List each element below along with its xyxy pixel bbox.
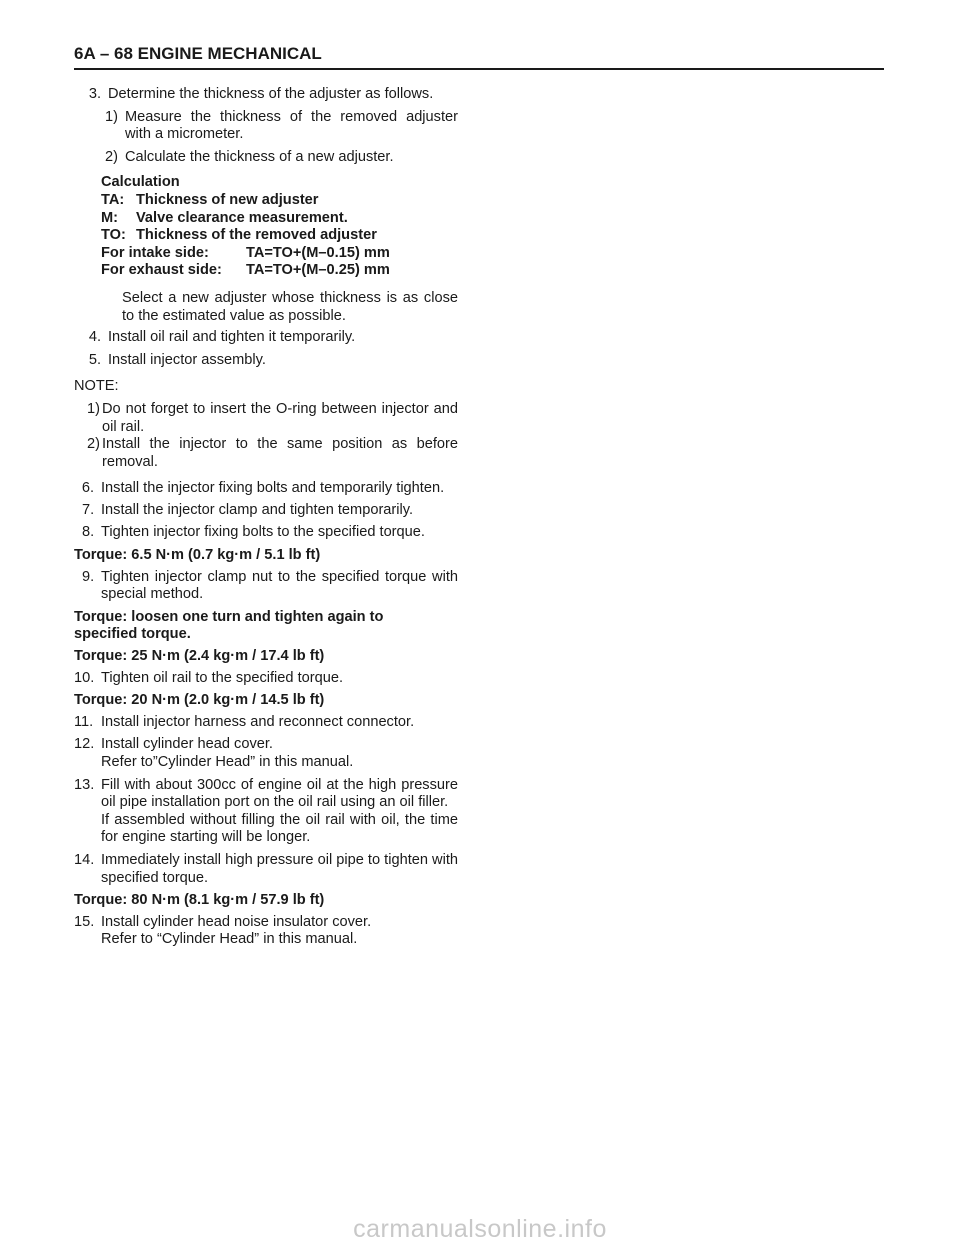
list-item-step-12: [74, 736, 458, 771]
calc-key: For exhaust side:: [101, 262, 222, 279]
note-item-1: [75, 401, 458, 436]
step-text: Install cylinder head cover.: [101, 736, 273, 753]
sub-item-number: 1): [105, 108, 118, 125]
calc-row-ta: [101, 192, 458, 210]
calc-key: For intake side:: [101, 244, 209, 261]
torque-spec: Torque: 20 N·m (2.0 kg·m / 14.5 lb ft): [74, 692, 325, 709]
calc-key: TA:: [101, 191, 125, 208]
sub-item-2: [100, 149, 458, 167]
note-item-text: Install the injector to the same position as before removal.: [102, 436, 458, 470]
step-text: Install injector assembly.: [108, 351, 266, 368]
calc-value: TA=TO+(M–0.25) mm: [246, 262, 390, 279]
calc-key: TO:: [101, 227, 126, 244]
calc-row-m: [101, 210, 458, 228]
step-text-group: [101, 777, 458, 847]
page-title: 6A – 68 ENGINE MECHANICAL: [74, 44, 322, 63]
step-reference: Refer to “Cylinder Head” in this manual.: [101, 931, 358, 948]
main-column: [74, 86, 458, 949]
calc-value: Thickness of new adjuster: [136, 191, 319, 208]
list-item-step-8: [82, 524, 458, 542]
step-text: Install the injector clamp and tighten temporarily.: [101, 501, 414, 518]
sub-item-number: 2): [105, 148, 118, 165]
torque-spec: Torque: 6.5 N·m (0.7 kg·m / 5.1 lb ft): [74, 547, 321, 564]
calc-value: Thickness of the removed adjuster: [136, 227, 377, 244]
list-item-step-11: [74, 714, 458, 732]
sub-item-text: Measure the thickness of the removed adjuster with a micrometer.: [125, 108, 458, 143]
torque-spec: Torque: loosen one turn and tighten again to specified torque.: [74, 608, 384, 643]
step-number: 10.: [74, 669, 95, 686]
list-item-step-15: [74, 914, 458, 949]
step-number: 8.: [82, 524, 95, 541]
list-item-step-3: [82, 86, 458, 104]
list-item-step-14: [74, 852, 458, 887]
step-text: Install cylinder head noise insulator cover.: [101, 913, 372, 930]
list-item-step-6: [76, 480, 458, 498]
list-item-step-4: [82, 329, 458, 347]
step-number: 12.: [74, 736, 95, 753]
step-number: 14.: [74, 851, 95, 868]
list-item-step-13: [74, 777, 458, 847]
sub-item-text: Calculate the thickness of a new adjuster.: [125, 148, 394, 165]
step-text: Install injector harness and reconnect connector.: [101, 713, 415, 730]
calculation-block: [101, 174, 458, 280]
torque-spec: Torque: 80 N·m (8.1 kg·m / 57.9 lb ft): [74, 892, 325, 909]
watermark: carmanualsonline.info: [353, 1215, 607, 1243]
page-header: [74, 44, 884, 70]
calc-value: Valve clearance measurement.: [136, 209, 348, 226]
step-number: 5.: [88, 351, 101, 368]
step-text: Tighten injector clamp nut to the specified torque with special method.: [101, 568, 458, 603]
step-number: 15.: [74, 913, 95, 930]
step-note: If assembled without filling the oil rail with oil, the time for engine starting will be longer.: [101, 811, 458, 846]
note-item-number: 2): [87, 436, 100, 453]
step-number: 3.: [88, 86, 101, 102]
step-text: Tighten oil rail to the specified torque.: [101, 669, 344, 686]
calc-row-intake: [101, 245, 458, 263]
step-number: 6.: [81, 480, 94, 497]
step-text-group: [101, 914, 458, 949]
note-item-number: 1): [87, 400, 100, 417]
note-item-text: Do not forget to insert the O-ring between injector and oil rail.: [102, 400, 458, 435]
calc-row-exhaust: [101, 262, 458, 280]
torque-spec: Torque: 25 N·m (2.4 kg·m / 17.4 lb ft): [74, 648, 325, 665]
step-text: Determine the thickness of the adjuster as follows.: [108, 86, 434, 102]
list-item-step-5: [82, 352, 458, 370]
calc-value: TA=TO+(M–0.15) mm: [246, 244, 390, 261]
step-text: Install oil rail and tighten it temporarily.: [108, 329, 356, 346]
step-number: 7.: [82, 501, 95, 518]
note-label: NOTE:: [74, 378, 119, 395]
list-item-step-10: [74, 670, 458, 688]
select-adjuster-text: Select a new adjuster whose thickness is as close to the estimated value as possible.: [122, 289, 458, 324]
list-item-step-9: [82, 569, 458, 604]
step-number: 13.: [74, 776, 95, 793]
step-text-group: [101, 736, 458, 771]
calc-row-to: [101, 227, 458, 245]
step-reference: Refer to”Cylinder Head” in this manual.: [101, 754, 354, 770]
note-item-2: [75, 436, 458, 471]
step-text: Fill with about 300cc of engine oil at the high pressure oil pipe installation port on the oil rail using an oil filler.: [101, 776, 458, 811]
step-text: Immediately install high pressure oil pipe to tighten with specified torque.: [101, 851, 458, 886]
step-number: 9.: [82, 568, 95, 585]
calculation-title: Calculation: [101, 174, 180, 191]
sub-item-1: [100, 109, 458, 144]
step-text: Tighten injector fixing bolts to the specified torque.: [101, 524, 425, 541]
step-number: 11.: [74, 713, 94, 730]
list-item-step-7: [82, 502, 458, 520]
step-number: 4.: [88, 329, 101, 346]
calc-key: M:: [101, 209, 119, 226]
step-text: Install the injector fixing bolts and temporarily tighten.: [101, 480, 445, 497]
